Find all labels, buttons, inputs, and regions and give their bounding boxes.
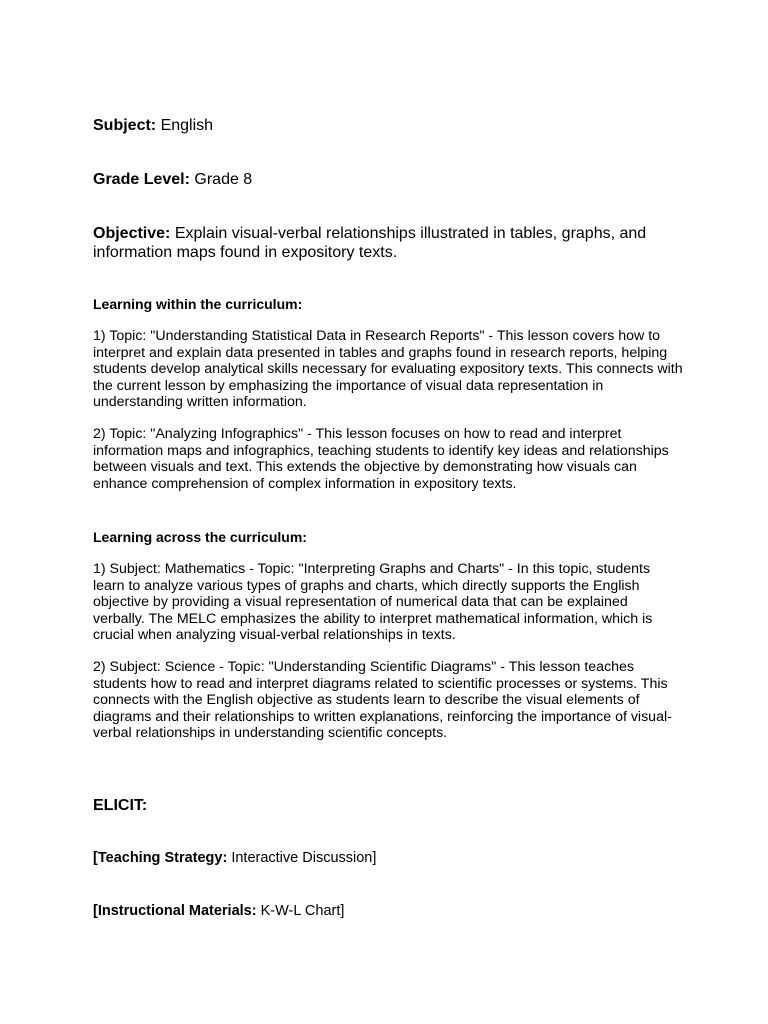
instructional-materials-line (93, 903, 344, 920)
learning-across-heading: Learning across the curriculum: (93, 529, 307, 545)
objective-value: Explain visual-verbal relationships illustrated in tables, graphs, and information maps found in expository texts. (93, 225, 647, 261)
grade-level-line (93, 170, 252, 189)
instructional-materials-label: Instructional Materials: (97, 903, 257, 919)
grade-level-label: Grade Level: (93, 171, 190, 188)
subject-line (93, 116, 213, 135)
across-item-1: 1) Subject: Mathematics - Topic: "Interpreting Graphs and Charts" - In this topic, students learn to analyze various types of graphs and charts, which directly supports the English objective by providing a visual representation of numerical data that can be explained verbally. The MELC emphasizes the ability to interpret mathematical information, which is crucial when analyzing visual-verbal relationships in texts. (93, 561, 653, 644)
objective-label: Objective: (93, 225, 171, 242)
learning-within-heading: Learning within the curriculum: (93, 296, 303, 312)
objective-paragraph (93, 224, 683, 262)
subject-label: Subject: (93, 117, 157, 134)
instructional-materials-close: ] (340, 903, 345, 919)
within-item-1: 1) Topic: "Understanding Statistical Data in Research Reports" - This lesson covers how to interpret and explain data presented in tables and graphs found in research reports, helping students develop analytical skills necessary for evaluating expository texts. This connects with the current lesson by emphasizing the importance of visual data representation in understanding written information. (93, 328, 683, 411)
instructional-materials-open: [ (93, 903, 98, 919)
teaching-strategy-close: ] (372, 850, 377, 866)
elicit-heading: ELICIT: (93, 797, 148, 814)
within-item-2: 2) Topic: "Analyzing Infographics" - This lesson focuses on how to read and interpret information maps and infographics, teaching students to identify key ideas and relationships between visuals and text. This extends the objective by demonstrating how visuals can enhance comprehension of complex information in expository texts. (93, 426, 669, 492)
across-item-2: 2) Subject: Science - Topic: "Understanding Scientific Diagrams" - This lesson teaches students how to read and interpret diagrams related to scientific processes or systems. This connects with the English objective as students learn to describe the visual elements of diagrams and their relationships to written explanations, reinforcing the importance of visual-verbal relationships in understanding scientific concepts. (93, 659, 672, 742)
teaching-strategy-value: Interactive Discussion (231, 850, 373, 866)
teaching-strategy-open: [ (93, 850, 98, 866)
grade-level-value: Grade 8 (194, 171, 253, 188)
instructional-materials-value: K-W-L Chart (260, 903, 341, 919)
teaching-strategy-label: Teaching Strategy: (97, 850, 228, 866)
teaching-strategy-line (93, 850, 376, 867)
subject-value: English (160, 117, 214, 134)
